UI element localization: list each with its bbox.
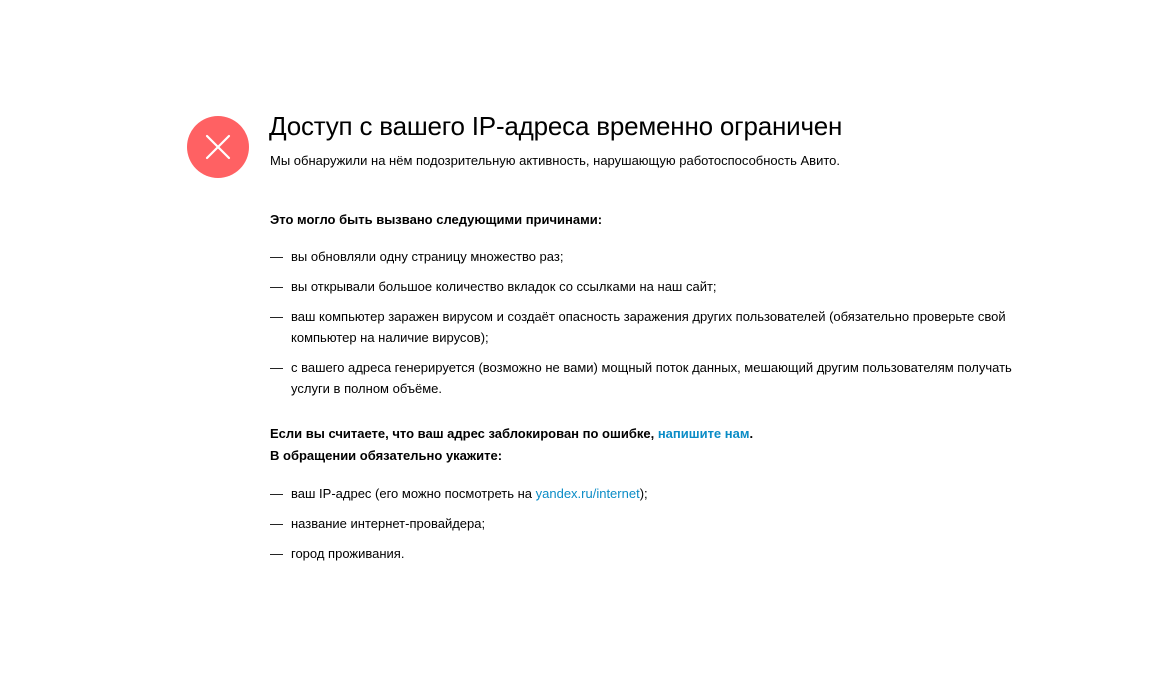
close-icon xyxy=(187,116,249,178)
city-text: город проживания. xyxy=(291,546,405,561)
list-item xyxy=(270,276,1049,297)
contact-line-2: В обращении обязательно укажите: xyxy=(270,448,503,463)
list-item xyxy=(270,357,1049,399)
yandex-internet-link[interactable]: yandex.ru/internet xyxy=(535,486,640,501)
reason-text: с вашего адреса генерируется (возможно не вами) мощный поток данных, мешающий другим пользователям получать услуги в полном объёме. xyxy=(291,360,1012,396)
list-item xyxy=(270,306,1049,348)
dash: — xyxy=(270,486,283,501)
list-item xyxy=(270,513,1049,534)
ip-suffix-text: ); xyxy=(639,486,648,501)
page-title: Доступ с вашего IP-адреса временно ограничен xyxy=(269,111,843,141)
details-list xyxy=(269,483,1049,564)
message-content xyxy=(269,109,1049,564)
list-item xyxy=(270,246,1049,267)
contact-period: . xyxy=(749,426,754,441)
dash: — xyxy=(270,249,283,264)
list-item xyxy=(270,483,1049,504)
dash: — xyxy=(270,309,283,324)
reasons-heading: Это могло быть вызвано следующими причинами: xyxy=(270,212,603,227)
reasons-list xyxy=(269,246,1049,399)
reason-text: ваш компьютер заражен вирусом и создаёт опасность заражения других пользователей (обязательно проверьте свой компьютер на наличие вирусов); xyxy=(291,309,1006,345)
dash: — xyxy=(270,516,283,531)
reason-text: вы обновляли одну страницу множество раз; xyxy=(291,249,564,264)
contact-line-1 xyxy=(270,423,1049,445)
dash: — xyxy=(270,279,283,294)
close-icon-glyph xyxy=(205,134,231,160)
ip-prefix-text: ваш IP-адрес (его можно посмотреть на xyxy=(291,486,536,501)
contact-block xyxy=(269,423,1049,467)
list-item xyxy=(270,543,1049,564)
page-subtitle: Мы обнаружили на нём подозрительную активность, нарушающую работоспособность Авито. xyxy=(270,153,840,168)
reason-text: вы открывали большое количество вкладок со ссылками на наш сайт; xyxy=(291,279,717,294)
dash: — xyxy=(270,546,283,561)
provider-text: название интернет-провайдера; xyxy=(291,516,486,531)
contact-text: Если вы считаете, что ваш адрес заблокирован по ошибке, xyxy=(270,426,658,441)
dash: — xyxy=(270,360,283,375)
write-to-us-link[interactable]: напишите нам xyxy=(657,426,750,441)
